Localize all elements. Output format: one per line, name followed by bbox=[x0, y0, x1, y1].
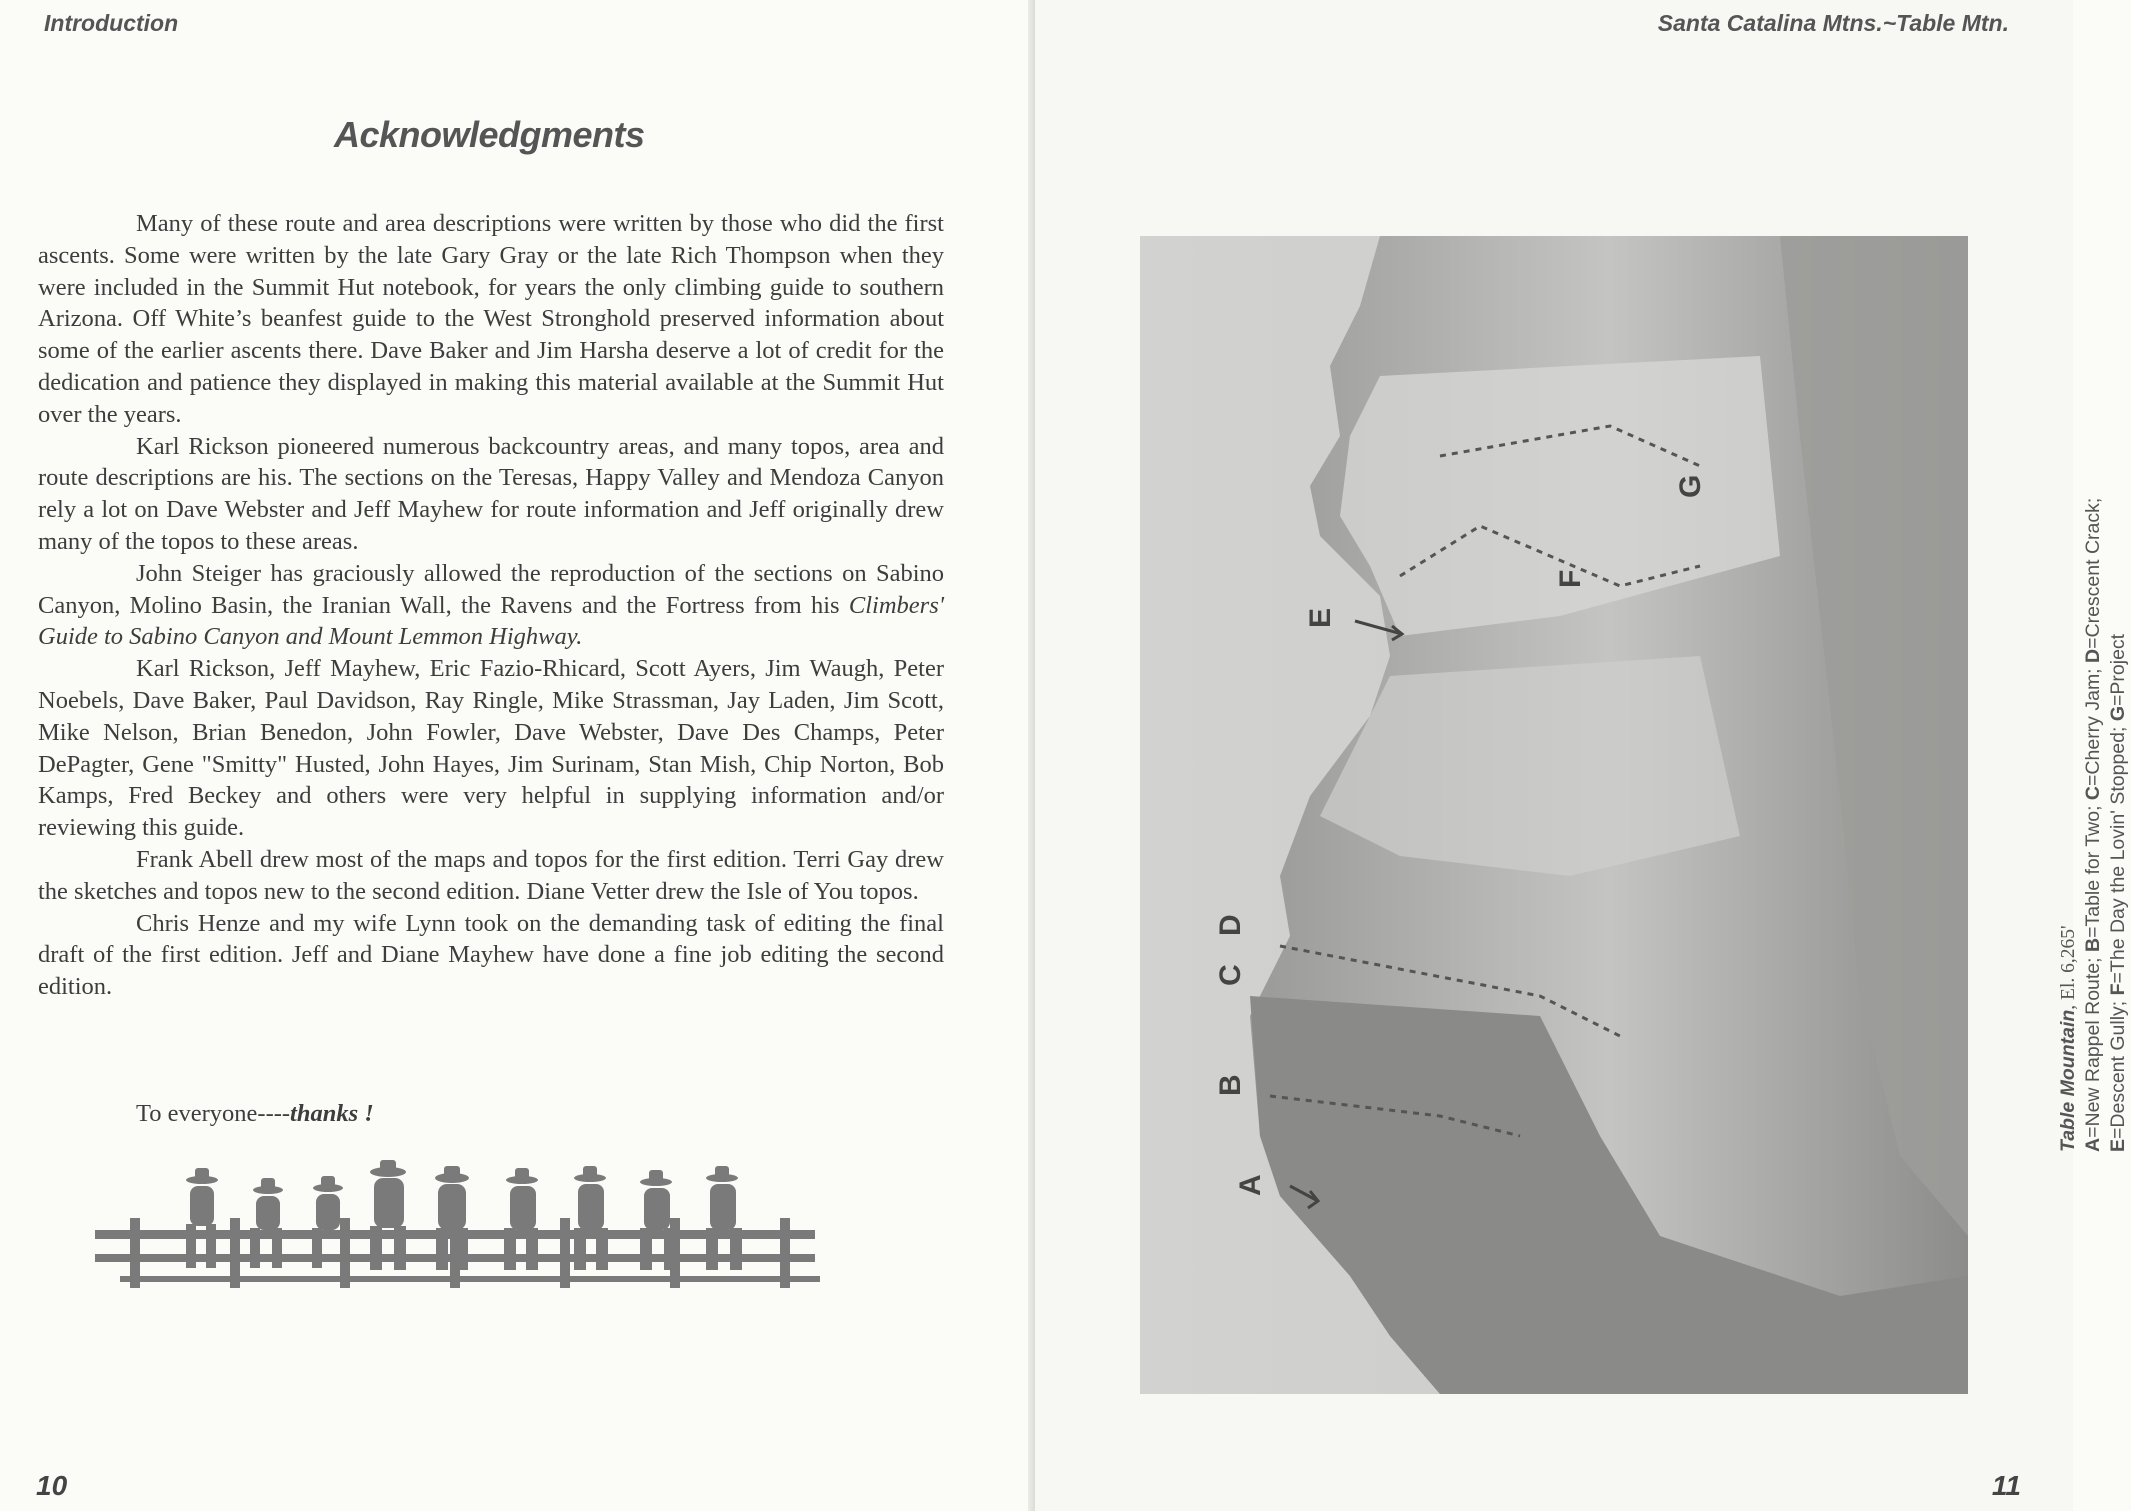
caption-key-c: C bbox=[2082, 785, 2104, 801]
paragraph-3 bbox=[38, 558, 944, 653]
acknowledgments-body bbox=[38, 208, 944, 1003]
caption-key-g: G bbox=[2107, 706, 2129, 722]
cowboys-on-fence-illustration bbox=[90, 1158, 820, 1298]
paragraph-4: Karl Rickson, Jeff Mayhew, Eric Fazio-Rhicard, Scott Ayers, Jim Waugh, Peter Noebels, Dave Baker, Paul Davidson, Ray Ringle, Mike Strassman, Jay Laden, Jim Scott, Mike Nelson, Brian Benedon, John Fowler, Dave Webster, Dave Des Champs, Peter DePagter, Gene "Smitty" Husted, John Hayes, Jim Surinam, Stan Mish, Chip Norton, Bob Kamps, Fred Beckey and others were very helpful in supplying information and/or reviewing this guide. bbox=[38, 655, 944, 842]
page-number-left: 10 bbox=[36, 1470, 68, 1501]
caption-route-b: =Table for Two; bbox=[2082, 800, 2104, 938]
caption-route-e: =Descent Gully; bbox=[2107, 995, 2129, 1139]
photo-label-e: E bbox=[1304, 607, 1337, 628]
table-mountain-photo bbox=[1140, 236, 1968, 1394]
closing-thanks: thanks ! bbox=[290, 1100, 374, 1127]
running-head-right: Santa Catalina Mtns.~Table Mtn. bbox=[1657, 10, 2009, 36]
caption-title: Table Mountain bbox=[2057, 1009, 2079, 1152]
closing-line bbox=[136, 1100, 374, 1128]
paragraph-5: Frank Abell drew most of the maps and topos for the first edition. Terri Gay drew the sketches and topos new to the second edition. Diane Vetter drew the Isle of You topos. bbox=[38, 845, 944, 905]
paragraph-6: Chris Henze and my wife Lynn took on the demanding task of editing the final draft of the first edition. Jeff and Diane Mayhew have done a fine job editing the second edition. bbox=[38, 909, 944, 1001]
caption-legend-line-1 bbox=[2081, 392, 2106, 1152]
caption-route-d: =Crescent Crack; bbox=[2082, 497, 2104, 649]
running-head-left: Introduction bbox=[44, 10, 179, 36]
caption-key-b: B bbox=[2082, 937, 2104, 952]
left-page bbox=[0, 0, 1035, 1511]
caption-key-d: D bbox=[2082, 648, 2104, 663]
page-number-right: 11 bbox=[1991, 1470, 2021, 1501]
caption-key-a: A bbox=[2082, 1137, 2104, 1152]
photo-label-a: A bbox=[1234, 1174, 1267, 1196]
closing-prefix: To everyone---- bbox=[136, 1100, 291, 1127]
photo-label-g: G bbox=[1674, 474, 1707, 498]
caption-route-a: =New Rappel Route; bbox=[2082, 952, 2104, 1138]
page-title: Acknowledgments bbox=[334, 114, 645, 155]
caption-legend-line-2 bbox=[2106, 392, 2131, 1152]
caption-title-line bbox=[2056, 392, 2081, 1152]
caption-elevation: , El. 6,265' bbox=[2058, 925, 2079, 1010]
photo-label-b: B bbox=[1214, 1074, 1247, 1096]
caption-route-f: =The Day the Lovin' Stopped; bbox=[2107, 721, 2129, 984]
book-title: Climbers' Guide to Sabino Canyon and Mount Lemmon Highway. bbox=[38, 591, 944, 651]
photo-label-c: C bbox=[1214, 964, 1247, 986]
photo-label-f: F bbox=[1554, 569, 1587, 588]
caption-route-c: =Cherry Jam; bbox=[2082, 662, 2104, 786]
paragraph-2: Karl Rickson pioneered numerous backcountry areas, and many topos, area and route descriptions are his. The sections on the Teresas, Happy Valley and Mendoza Canyon rely a lot on Dave Webster and Jeff Mayhew for route information and Jeff originally drew many of the topos to these areas. bbox=[38, 432, 944, 555]
photo-caption bbox=[2056, 392, 2131, 1152]
caption-route-g: =Project bbox=[2107, 633, 2129, 706]
caption-key-e: E bbox=[2107, 1138, 2129, 1152]
photo-label-d: D bbox=[1214, 914, 1247, 936]
caption-key-f: F bbox=[2107, 983, 2129, 996]
paragraph-1: Many of these route and area descriptions were written by those who did the first ascents. Some were written by the late Gary Gray or the late Rich Thompson when they were included in the Summit Hut notebook, for years the only climbing guide to southern Arizona. Off White’s beanfest guide to the West Stronghold preserved information about some of the earlier ascents there. Dave Baker and Jim Harsha deserve a lot of credit for the dedication and patience they displayed in making this material available at the Summit Hut over the years. bbox=[38, 210, 944, 428]
paragraph-3-text: John Steiger has graciously allowed the reproduction of the sections on Sabino Canyon, Molino Basin, the Iranian Wall, the Ravens and the Fortress from his bbox=[38, 559, 944, 619]
